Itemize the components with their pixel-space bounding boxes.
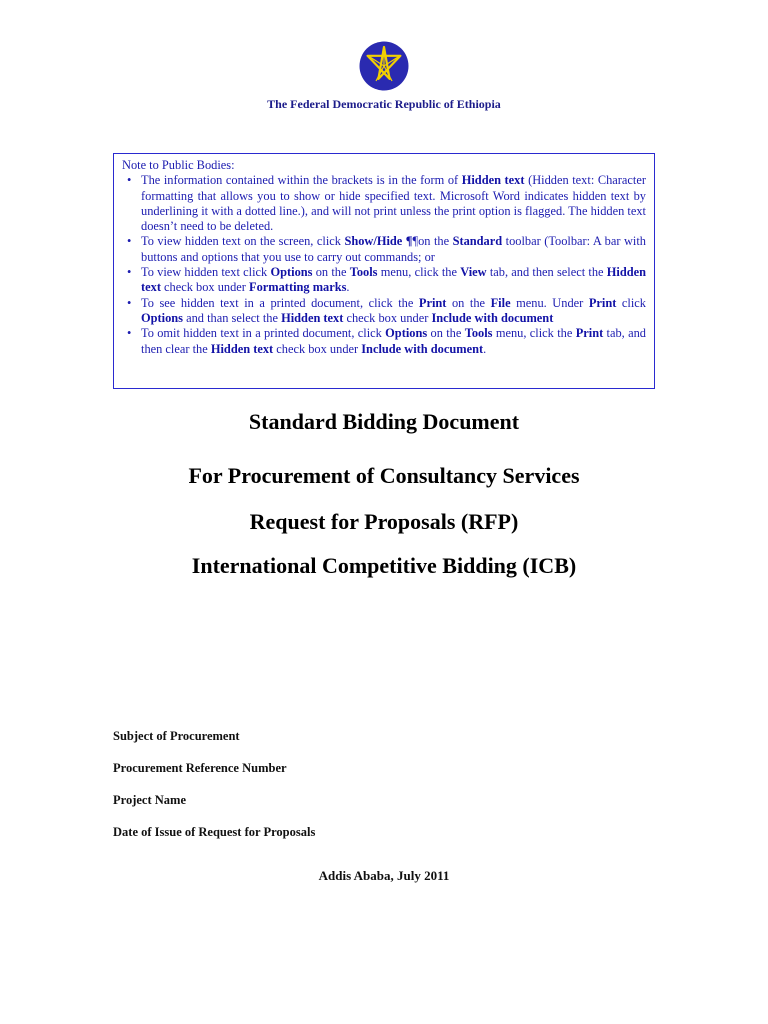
note-item-hidden-text: • The information contained within the brackets is in the form of Hidden text (Hidden text: Character formatting that allows you to show or hide specified text. Microsoft Word indicates hidden text by underlining it with a dotted line.), and will not print unless the print option is flagged. The hidden text doesn’t need to be deleted.	[141, 173, 646, 234]
country-name: The Federal Democratic Republic of Ethiopia	[267, 97, 501, 111]
document-subtitle-icb: International Competitive Bidding (ICB)	[191, 553, 577, 578]
document-subtitle-procurement: For Procurement of Consultancy Services	[188, 463, 580, 488]
field-procurement-reference-number: Procurement Reference Number	[113, 761, 287, 775]
note-item-omit-hidden: • To omit hidden text in a printed document, click Options on the Tools menu, click the Print tab, and then clear the Hidden text check box under Include with document.	[141, 326, 646, 357]
national-emblem-icon	[359, 41, 409, 91]
field-date-of-issue: Date of Issue of Request for Proposals	[113, 825, 316, 839]
note-item-view-options: • To view hidden text click Options on the Tools menu, click the View tab, and then select the Hidden text check box under Formatting marks.	[141, 265, 646, 296]
note-list	[122, 173, 646, 357]
document-subtitle-rfp: Request for Proposals (RFP)	[249, 509, 519, 534]
note-item-view-on-screen: • To view hidden text on the screen, click Show/Hide ¶¶on the Standard toolbar (Toolbar: A bar with buttons and options that you use to carry out commands; or	[141, 234, 646, 265]
place-and-date: Addis Ababa, July 2011	[318, 868, 450, 883]
document-title: Standard Bidding Document	[248, 409, 520, 434]
note-to-public-bodies	[113, 153, 655, 389]
note-heading: Note to Public Bodies:	[122, 158, 235, 172]
field-subject-of-procurement: Subject of Procurement	[113, 729, 240, 743]
note-item-print-hidden: • To see hidden text in a printed document, click the Print on the File menu. Under Print click Options and than select the Hidden text check box under Include with document	[141, 296, 646, 327]
field-project-name: Project Name	[113, 793, 186, 807]
